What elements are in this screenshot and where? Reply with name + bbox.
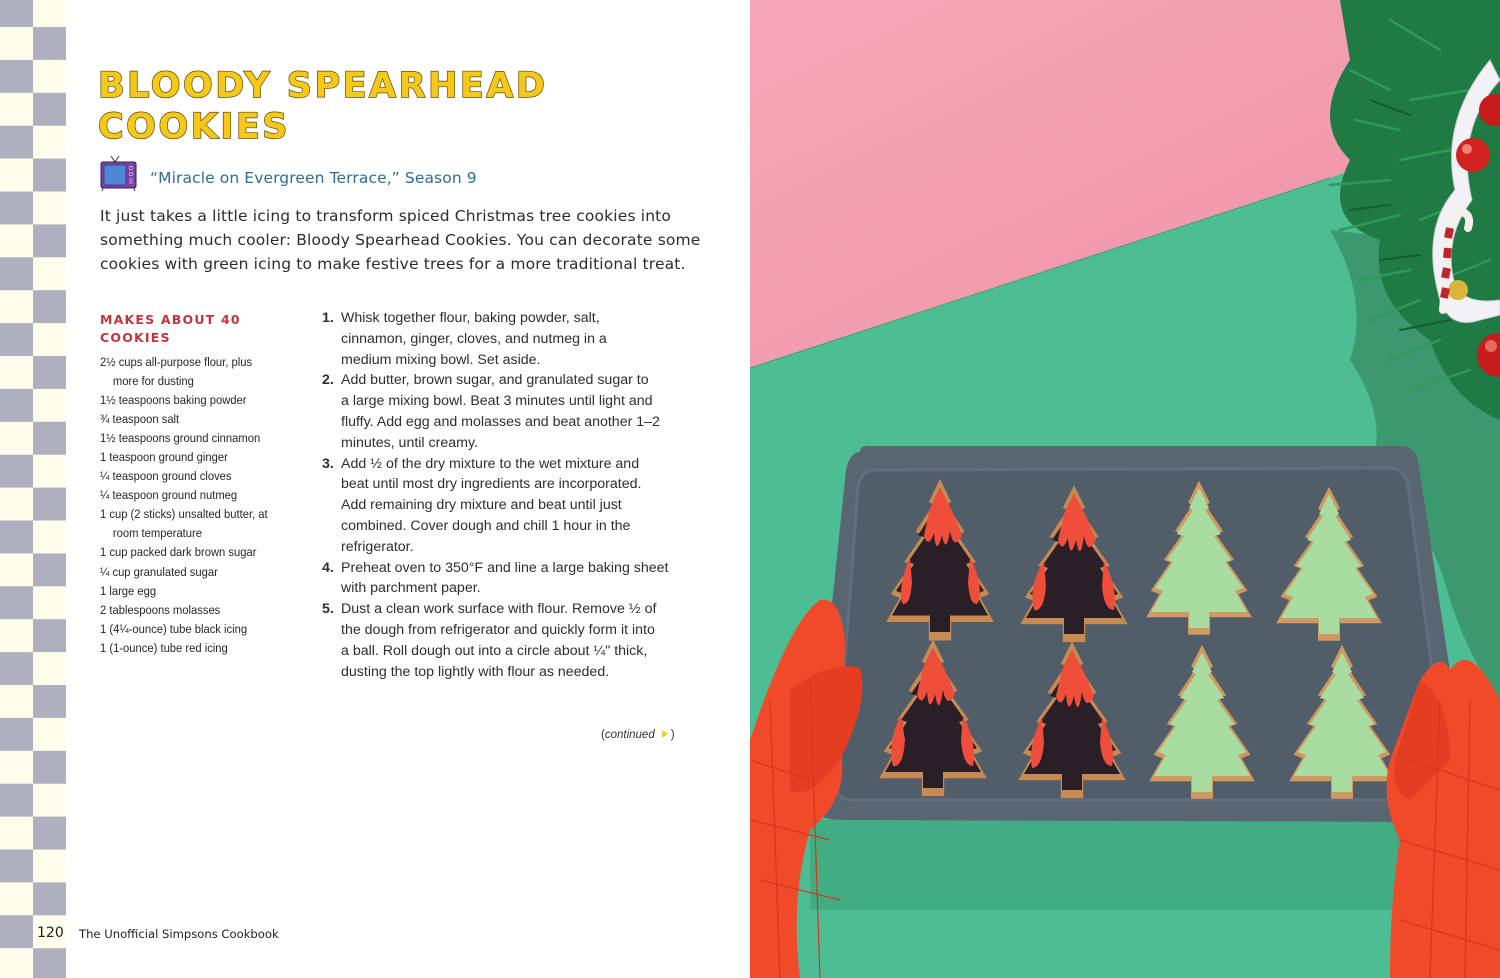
ingredient-item: 1½ teaspoons ground cinnamon xyxy=(100,431,261,446)
episode-reference: “Miracle on Evergreen Terrace,” Season 9 xyxy=(150,169,477,187)
step-number: 1. xyxy=(322,310,334,326)
ingredient-item: 1 (1-ounce) tube red icing xyxy=(100,640,228,655)
ingredient-item: 1 large egg xyxy=(100,583,157,598)
step-item xyxy=(322,454,692,558)
recipe-title-line2: COOKIES xyxy=(98,107,290,147)
step-number: 5. xyxy=(322,601,334,618)
ingredient-list xyxy=(100,353,284,658)
ingredient-item: 2½ cups all-purpose flour, plus more for dusting xyxy=(100,355,253,389)
arrow-right-icon xyxy=(662,730,668,738)
ingredient-item: 1 teaspoon ground ginger xyxy=(100,450,228,465)
ingredient-item: ¾ teaspoon salt xyxy=(100,412,180,427)
step-line: the dough from refrigerator and quickly form it into xyxy=(341,621,655,638)
step-line: minutes, until creamy. xyxy=(341,434,478,451)
book-title-footer: The Unofficial Simpsons Cookbook xyxy=(79,927,279,941)
paren-open: ( xyxy=(601,729,605,741)
step-number: 3. xyxy=(322,455,334,472)
intro-line: something much cooler: Bloody Spearhead Cookies. You can decorate some xyxy=(100,231,701,249)
step-line: Add ½ of the dry mixture to the wet mixture and xyxy=(341,455,640,472)
ingredient-item: 1½ teaspoons baking powder xyxy=(100,393,247,408)
step-line: Dust a clean work surface with flour. Remove ½ of xyxy=(341,601,657,618)
ingredient-item: 1 cup (2 sticks) unsalted butter, at room temperature xyxy=(100,507,268,541)
yield-line: MAKES ABOUT 40 xyxy=(100,312,241,327)
step-line: Preheat oven to 350°F and line a large baking sheet xyxy=(341,559,669,576)
step-item xyxy=(322,558,692,600)
intro-line: cookies with green icing to make festive trees for a more traditional treat. xyxy=(100,255,686,273)
recipe-title-line1: BLOODY SPEARHEAD xyxy=(98,66,548,106)
step-item xyxy=(322,370,692,453)
step-line: cinnamon, ginger, cloves, and nutmeg in a xyxy=(341,330,607,347)
step-line: a large mixing bowl. Beat 3 minutes until light and xyxy=(341,393,653,410)
tv-icon xyxy=(100,156,138,192)
step-number: 4. xyxy=(322,559,334,576)
step-line: fluffy. Add egg and molasses and beat another 1–2 xyxy=(341,413,660,430)
ingredient-item: ¼ teaspoon ground cloves xyxy=(100,469,232,484)
continued-link[interactable] xyxy=(601,729,675,741)
step-number: 2. xyxy=(322,372,334,389)
ingredient-item: 1 cup packed dark brown sugar xyxy=(100,545,257,560)
recipe-title xyxy=(98,66,547,148)
cookie-photo xyxy=(750,0,1500,978)
page-number: 120 xyxy=(37,925,64,941)
ingredient-item: 1 (4¼-ounce) tube black icing xyxy=(100,621,248,636)
paren-close: ) xyxy=(670,729,675,741)
step-item xyxy=(322,599,692,682)
step-line: Whisk together flour, baking powder, salt, xyxy=(341,310,600,326)
step-item xyxy=(322,308,692,370)
step-line: a ball. Roll dough out into a circle about ¼" thick, xyxy=(341,642,648,659)
step-line: with parchment paper. xyxy=(341,580,481,597)
step-line: combined. Cover dough and chill 1 hour in the xyxy=(341,517,631,534)
yield-heading xyxy=(100,311,241,347)
step-line: dusting the top lightly with flour as needed. xyxy=(341,663,610,680)
ingredient-item: ¼ teaspoon ground nutmeg xyxy=(100,488,238,503)
checkered-border xyxy=(0,0,66,978)
ingredient-item: ¼ cup granulated sugar xyxy=(100,564,218,579)
step-line: Add remaining dry mixture and beat until just xyxy=(341,497,622,514)
step-line: Add butter, brown sugar, and granulated sugar to xyxy=(341,372,649,389)
step-line: medium mixing bowl. Set aside. xyxy=(341,351,541,368)
continued-label: continued xyxy=(604,729,655,741)
step-line: refrigerator. xyxy=(341,538,414,555)
ingredient-item: 2 tablespoons molasses xyxy=(100,602,221,617)
yield-line: COOKIES xyxy=(100,330,171,345)
intro-paragraph xyxy=(100,204,700,276)
method-steps xyxy=(322,308,692,682)
step-line: beat until most dry ingredients are incorporated. xyxy=(341,476,642,493)
intro-line: It just takes a little icing to transform spiced Christmas tree cookies into xyxy=(100,207,672,225)
